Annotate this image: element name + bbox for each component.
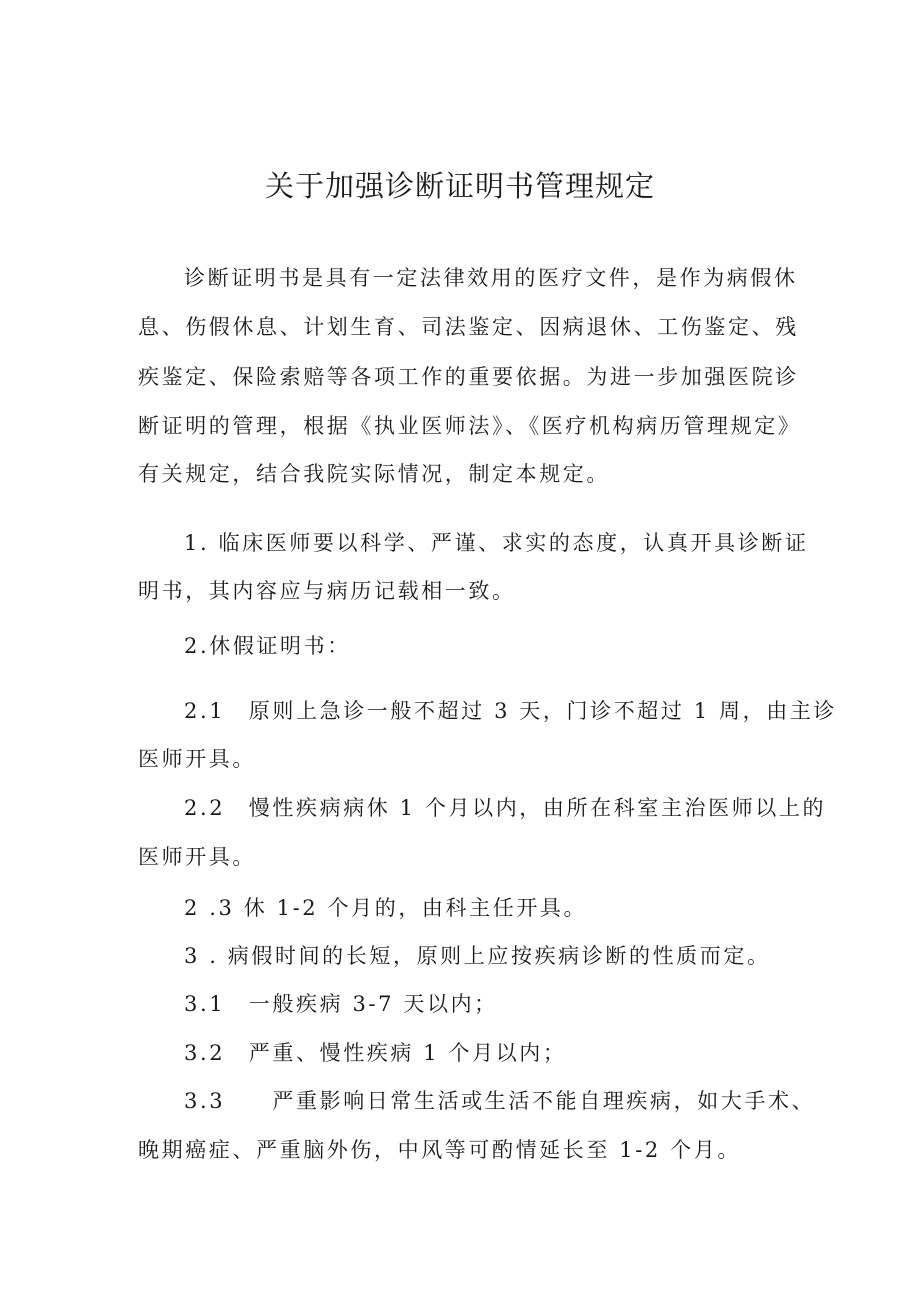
item-2-2-line-2: 医师开具。 [138,845,256,869]
item-3-1: 3.1 一般疾病 3-7 天以内； [184,992,498,1016]
item-3-2: 3.2 严重、慢性疾病 1 个月以内； [184,1041,567,1065]
intro-line-1: 诊断证明书是具有一定法律效用的医疗文件，是作为病假休 [184,266,798,290]
item-3-3-line-2: 晚期癌症、严重脑外伤，中风等可酌情延长至 1-2 个月。 [138,1138,741,1162]
item-2-1-line-2: 医师开具。 [138,747,256,771]
intro-line-5: 有关规定，结合我院实际情况，制定本规定。 [138,462,610,486]
intro-line-3: 疾鉴定、保险索赔等各项工作的重要依据。为进一步加强医院诊 [138,365,799,389]
item-2-heading: 2.休假证明书： [184,634,351,658]
intro-line-4: 断证明的管理，根据《执业医师法》、《医疗机构病历管理规定》 [138,414,802,438]
item-2-1-line-1: 2.1 原则上急诊一般不超过 3 天，门诊不超过 1 周，由主诊 [184,699,838,723]
intro-line-2: 息、伤假休息、计划生育、司法鉴定、因病退休、工伤鉴定、残 [138,315,799,339]
item-1-line-1: 1. 临床医师要以科学、严谨、求实的态度，认真开具诊断证 [184,531,809,555]
item-2-2-line-1: 2.2 慢性疾病病休 1 个月以内，由所在科室主治医师以上的 [184,796,827,820]
item-3-3-line-1: 3.3 严重影响日常生活或生活不能自理疾病，如大手术、 [184,1089,816,1113]
document-title: 关于加强诊断证明书管理规定 [264,169,655,203]
item-1-line-2: 明书，其内容应与病历记载相一致。 [138,579,516,603]
item-2-3: 2 .3 休 1-2 个月的，由科主任开具。 [184,896,588,920]
item-3-heading: 3 . 病假时间的长短，原则上应按疾病诊断的性质而定。 [184,944,771,968]
